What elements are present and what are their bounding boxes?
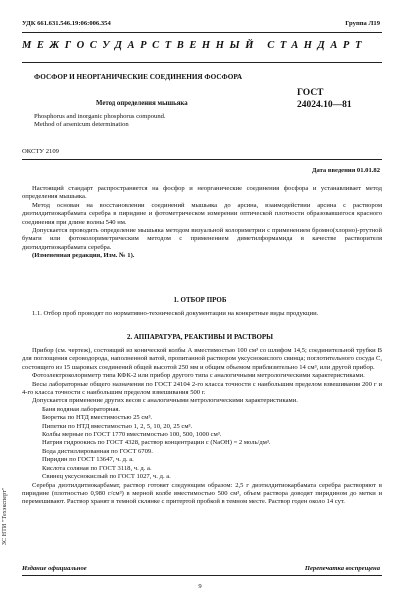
list-item: Вода дистиллированная по ГОСТ 6709. (42, 447, 153, 455)
list-item: Бюретка по НТД вместимостью 25 см³. (42, 414, 153, 422)
title-en: Phosphorus and inorganic phosphorus compound. (34, 113, 166, 120)
list-item: Натрия гидроокись по ГОСТ 4328, раствор концентрации с (NaOH) = 2 моль/дм³. (42, 439, 271, 447)
section-1-body (22, 310, 382, 318)
section-1-paragraph: 1.1. Отбор проб проводят по нормативно-технической документации на конкретные виды продукции. (32, 310, 319, 317)
side-stamp (2, 455, 12, 545)
subtitle-en: Method of arsenicum determination (34, 121, 129, 128)
section-1-heading: 1. ОТБОР ПРОБ (173, 296, 227, 304)
title-ru: ФОСФОР И НЕОРГАНИЧЕСКИЕ СОЕДИНЕНИЯ ФОСФОРА (34, 73, 243, 81)
footer-official: Издание официальное (22, 565, 87, 572)
intro-paragraph-1: Настоящий стандарт распространяется на фосфор и неорганические соединения фосфора и устанавливает метод определения мышьяка. (22, 185, 382, 201)
list-item: Пиридин по ГОСТ 13647, ч. д. а. (42, 456, 134, 464)
list-item: Кислота соляная по ГОСТ 3118, ч. д. а. (42, 464, 152, 472)
list-item: Колбы мерные по ГОСТ 1770 вместимостью 100, 500, 1000 см³. (42, 431, 222, 439)
group-code: Группа Л19 (345, 20, 380, 27)
subtitle-ru: Метод определения мышьяка (96, 100, 188, 107)
scales-paragraph: Весы лабораторные общего назначения по ГОСТ 24104 2-го класса точности с наибольшим пределом взвешивания 200 г и 4-го класса точности с наибольшим пределом взвешивания 500 г. (22, 380, 382, 397)
intro-paragraph-3: Допускается проводить определение мышьяка методом визуальной колориметрии с применением бромно(хлорно)-ртутной бумаги или фотоколориметрическим методом с применением диметилформамида в качестве растворителя диэтилдитиокарбамата серебра. (22, 227, 382, 251)
gost-number: 24024.10—81 (297, 100, 352, 110)
amendment-note: (Измененная редакция, Изм. № 1). (32, 252, 135, 260)
standard-banner: МЕЖГОСУДАРСТВЕННЫЙ СТАНДАРТ (22, 40, 367, 51)
gost-label: ГОСТ (297, 88, 324, 98)
footer-rule (22, 575, 382, 576)
reagent-paragraph: Серебра диэтилдитиокарбамат, раствор готовят следующим образом: 2,5 г диэтилдитиокарбамата серебра растворяют в пиридине (плотностью 0,980 г/см³) в мерной колбе вместимостью 500 см³, объем раствора доводят пиридином до метки и перемешивают. Раствор хранят в темной склянке с притертой пробкой в темном месте. Раствор годен около 14 сут. (22, 481, 382, 506)
page-number: 9 (198, 583, 202, 590)
title-rule (22, 159, 382, 160)
side-stamp-text: ЗС НТИ "Техэксперт" (2, 487, 8, 545)
udc-code: УДК 661.631.546.19:06:006.354 (22, 20, 111, 27)
section-2-body (22, 347, 382, 507)
photometer-paragraph: Фотоэлектроколориметр типа КФК-2 или прибор другого типа с аналогичными метрологическими характеристиками. (32, 372, 365, 380)
list-item: Свинец уксуснокислый по ГОСТ 1027, ч. д. а. (42, 473, 171, 481)
header-rule (22, 32, 382, 33)
banner-rule (22, 62, 382, 63)
section-2-heading: 2. АППАРАТУРА, РЕАКТИВЫ И РАСТВОРЫ (126, 333, 274, 341)
intro-date: Дата введения 01.01.82 (311, 167, 380, 174)
intro-paragraph-2: Метод основан на восстановлении соединений мышьяка до арсина, взаимодействии арсина с раствором диэтилдитиокарбамата серебра в пиридине и фотометрическом измерении оптической плотности образовавшегося красного соединения при длине волны 540 нм. (22, 201, 382, 226)
okstu-code: ОКСТУ 2109 (22, 148, 59, 155)
alt-scales-paragraph: Допускается применение других весов с аналогичными метрологическими характеристиками. (32, 397, 298, 405)
list-item: Пипетки по НТД вместимостью 1, 2, 5, 10, 20, 25 см³. (42, 422, 193, 430)
footer-reprint: Перепечатка воспрещена (304, 565, 380, 572)
intro-block (22, 185, 382, 261)
apparatus-paragraph: Прибор (см. чертеж), состоящий из конической колбы А вместимостью 100 см³ со шлифом 14,5; соединительной трубки В для поглощения сероводорода, наполненной ватой, пропитанной раствором уксуснокислого свинца; поглотительного сосуда С, состоящего из 15 шаровых соединений общей высотой 250 мм и общим объемом приблизительно 14 см³, или другой прибор. (22, 347, 382, 371)
list-item: Баня водяная лабораторная. (42, 405, 121, 413)
